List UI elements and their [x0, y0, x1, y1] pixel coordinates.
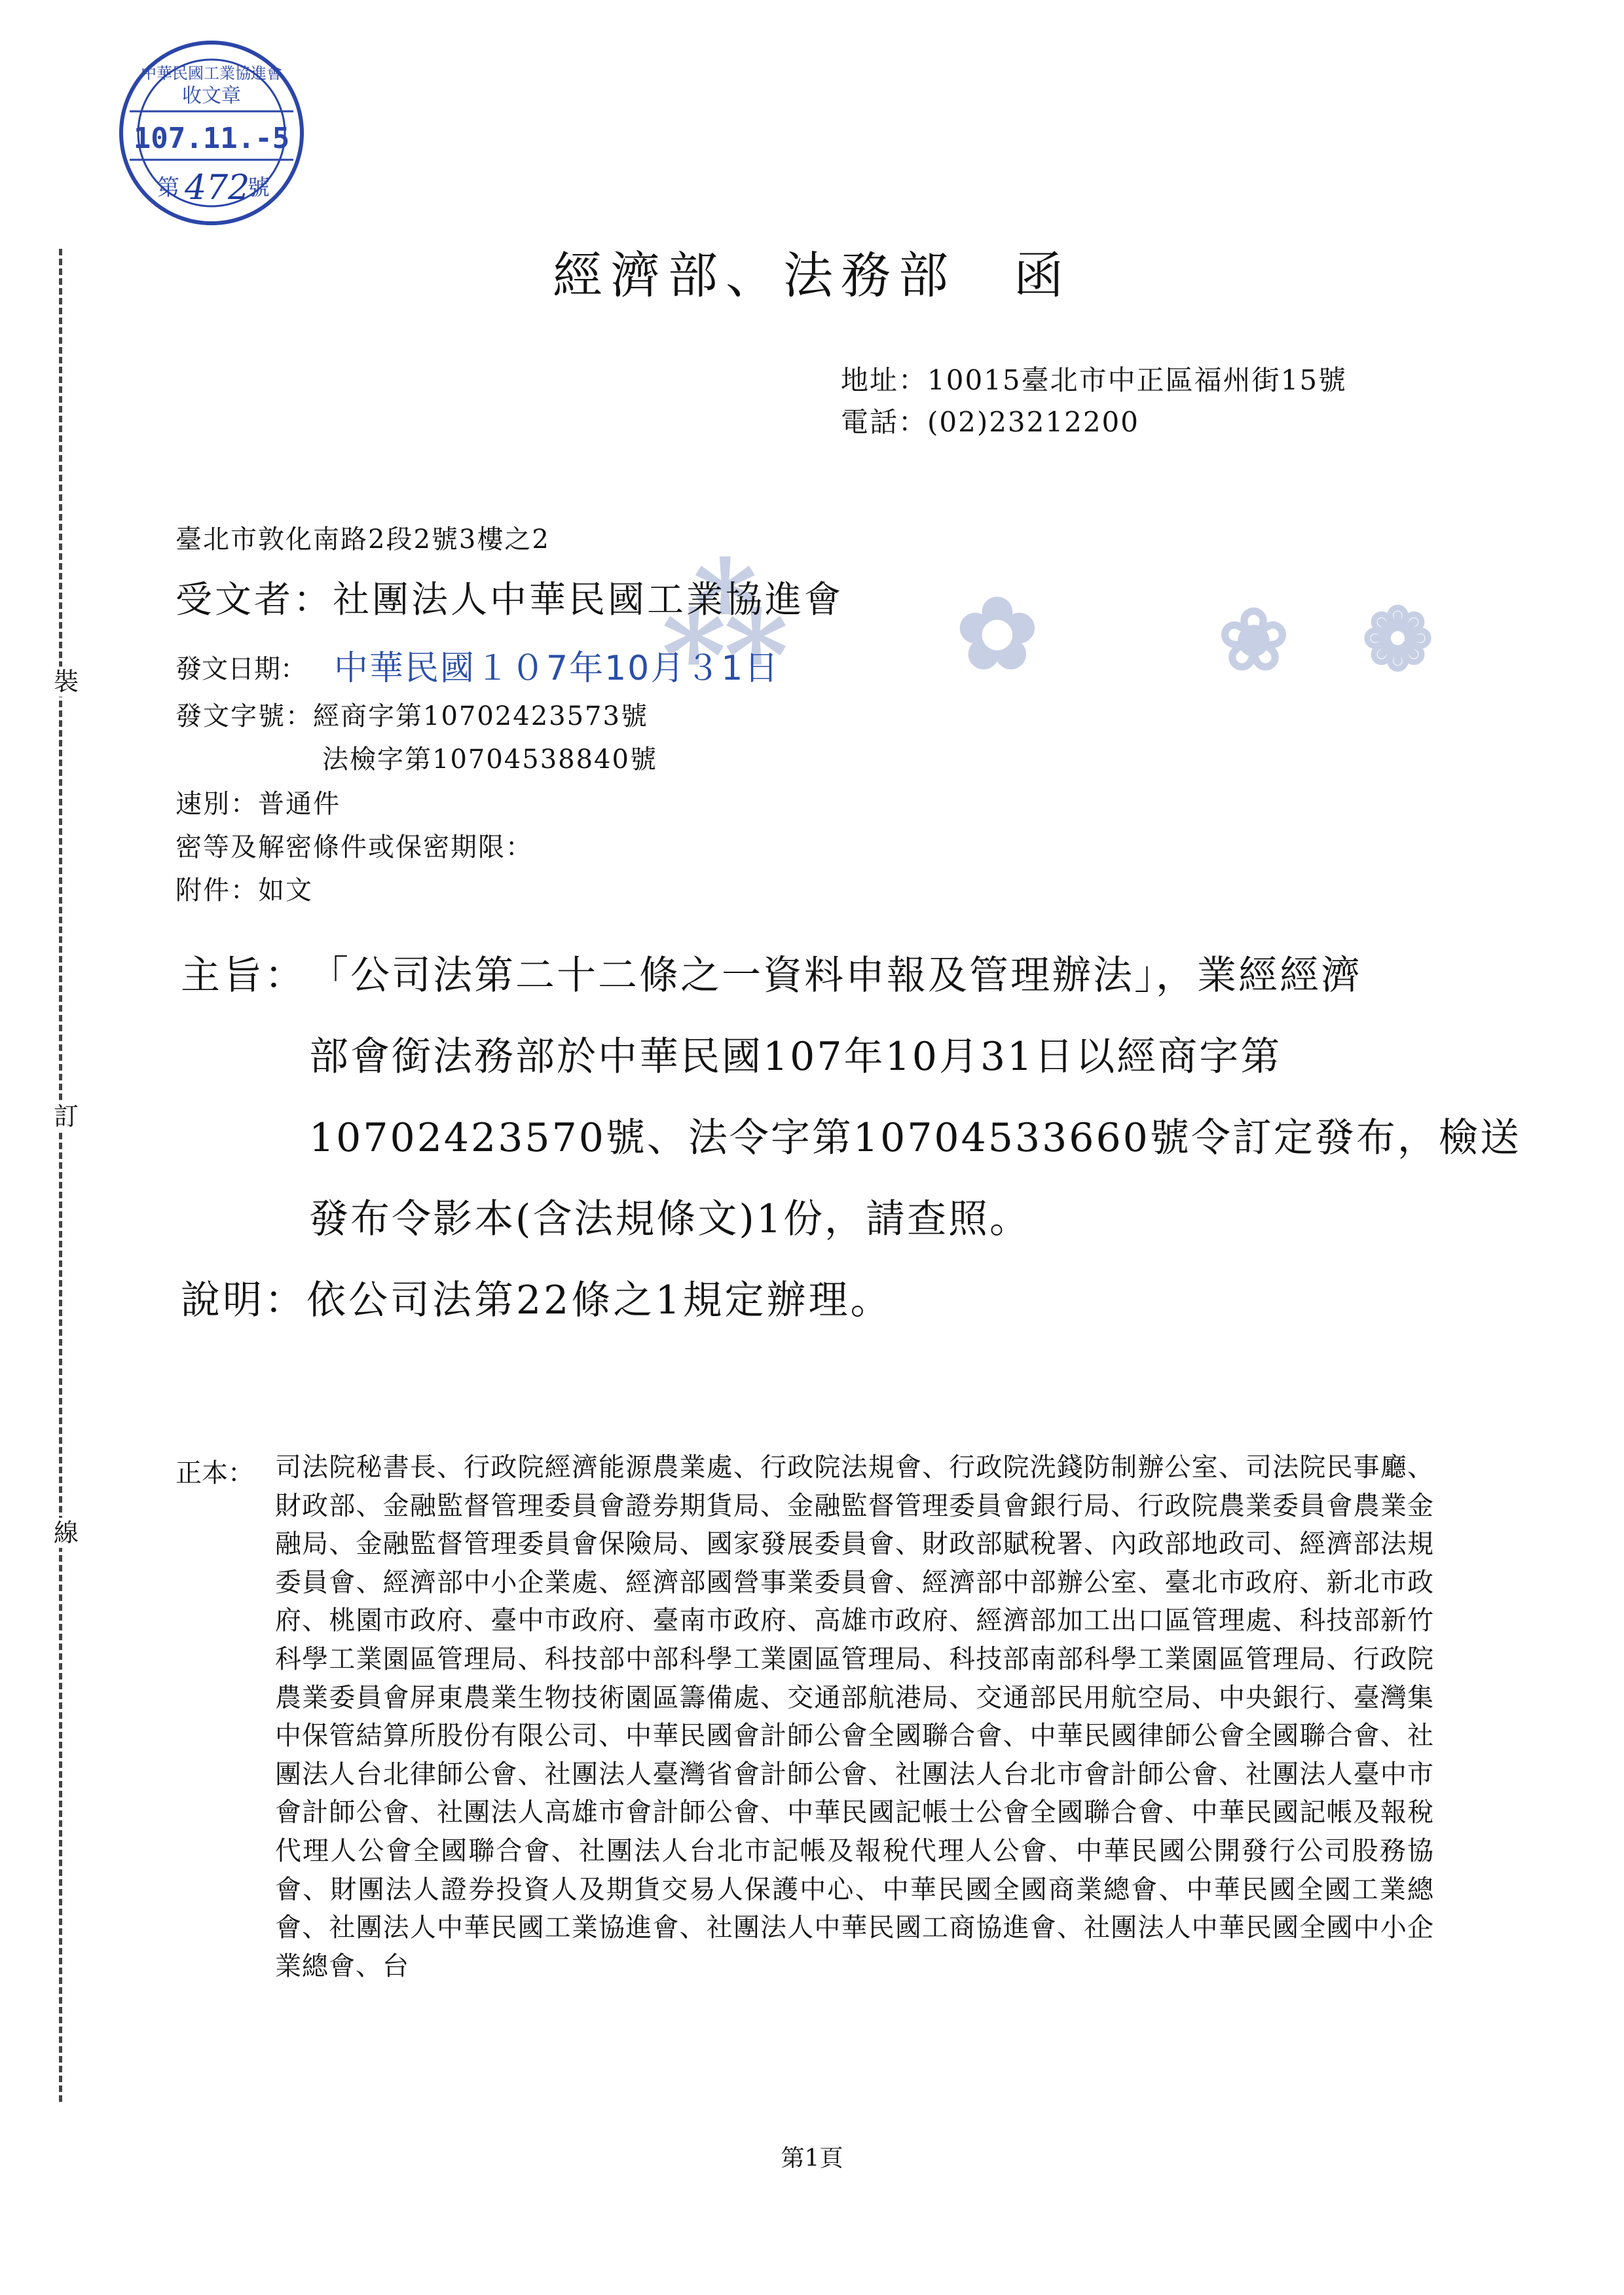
svg-text:號: 號 [248, 175, 270, 201]
attachment: 附件：如文 [175, 875, 313, 906]
faint-seal-impression: ❁ [1362, 589, 1433, 689]
speed-class: 速別：普通件 [175, 789, 341, 819]
sender-address: 地址：10015臺北市中正區福州街15號 [841, 364, 1348, 396]
faint-seal-impression: ⁂ [661, 543, 789, 689]
recipient: 受文者：社團法人中華民國工業協進會 [175, 579, 843, 621]
subject-line: 發布令影本(含法規條文)1份，請查照。 [309, 1196, 1031, 1242]
binding-mark-xian: 線 [53, 1518, 79, 1547]
binding-mark-ding: 訂 [53, 1102, 79, 1131]
svg-text:第: 第 [157, 175, 179, 201]
copies-list: 司法院秘書長、行政院經濟能源農業處、行政院法規會、行政院洗錢防制辦公室、司法院民事廳、財政部、金融監督管理委員會證券期貨局、金融監督管理委員會銀行局、行政院農業委員會農業金融局、金融監督管理委員會保險局、國家發展委員會、財政部賦稅署、內政部地政司、經濟部法規委員會、經濟部中小企業處、經濟部國營事業委員會、經濟部中部辦公室、臺北市政府、新北市政府、桃園市政府、臺中市政府、臺南市政府、高雄市政府、經濟部加工出口區管理處、科技部新竹科學工業園區管理局、科技部中部科學工業園區管理局、科技部南部科學工業園區管理局、行政院農業委員會屏東農業生物技術園區籌備處、交通部航港局、交通部民用航空局、中央銀行、臺灣集中保管結算所股份有限公司、中華民國會計師公會全國聯合會、中華民國律師公會全國聯合會、社團法人台北律師公會、社團法人臺灣省會計師公會、社團法人台北市會計師公會、社團法人臺中市會計師公會、社團法人高雄市會計師公會、中華民國記帳士公會全國聯合會、中華民國記帳及報稅代理人公會全國聯合會、社團法人台北市記帳及報稅代理人公會、中華民國公開發行公司股務協會、財團法人證券投資人及期貨交易人保護中心、中華民國全國商業總會、中華民國全國工業總會、社團法人中華民國工業協進會、社團法人中華民國工商協進會、社團法人中華民國全國中小企業總會、台 [275, 1452, 1434, 1981]
svg-text:中華民國工業協進會: 中華民國工業協進會 [141, 64, 282, 83]
binding-mark-zhuang: 裝 [53, 667, 79, 696]
issue-date-value: 中華民國１０7年10月３1日 [334, 649, 780, 688]
svg-text:收文章: 收文章 [182, 84, 241, 107]
subject-line: 部會銜法務部於中華民國107年10月31日以經商字第 [309, 1034, 1282, 1080]
recipient-address: 臺北市敦化南路2段2號3樓之2 [175, 524, 550, 555]
doc-number-1: 發文字號：經商字第10702423573號 [175, 701, 648, 731]
faint-seal-impression: ❀ [1218, 589, 1289, 689]
confidentiality: 密等及解密條件或保密期限： [175, 832, 533, 862]
document-title: 經濟部、法務部 函 [553, 246, 1071, 304]
faint-seal-impression: ✿ [956, 576, 1039, 691]
subject-line: 10702423570號、法令字第10704533660號令訂定發布，檢送 [309, 1115, 1521, 1161]
copies-label: 正本： [175, 1458, 254, 1488]
svg-text:107.11.-5: 107.11.-5 [133, 122, 290, 155]
sender-phone: 電話：(02)23212200 [841, 406, 1139, 438]
svg-text:472: 472 [185, 168, 250, 208]
explanation: 說明：依公司法第22條之1規定辦理。 [181, 1277, 893, 1323]
receipt-stamp [117, 38, 306, 228]
subject-label: 主旨： [181, 953, 306, 999]
doc-number-2: 法檢字第10704538840號 [322, 744, 657, 775]
binding-dashed-line [59, 249, 62, 2102]
subject-line: 「公司法第二十二條之一資料申報及管理辦法」，業經經濟 [309, 953, 1362, 999]
page-number: 第1頁 [781, 2145, 843, 2172]
issue-date-label: 發文日期： [175, 654, 306, 684]
